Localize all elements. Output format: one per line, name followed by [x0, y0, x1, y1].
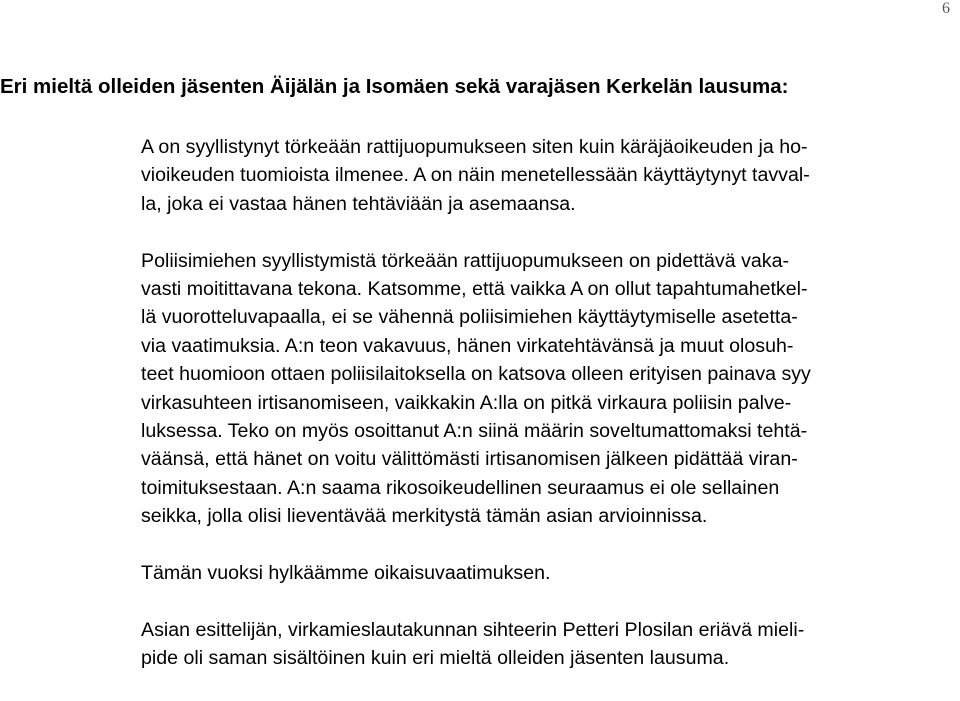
- text-line: vioikeuden tuomioista ilmenee. A on näin menetellessään käyttäytynyt tavval-: [141, 164, 810, 187]
- text-line: toimituksestaan. A:n saama rikosoikeudellinen seuraamus ei ole sellainen: [141, 476, 780, 499]
- text-line: A on syyllistynyt törkeään rattijuopumukseen siten kuin käräjäoikeuden ja ho-: [141, 136, 808, 158]
- text-line: seikka, jolla olisi lieventävää merkitystä tämän asian arvioinnissa.: [141, 505, 708, 528]
- text-line: la, joka ei vastaa hänen tehtäviään ja asemaansa.: [141, 192, 576, 215]
- text-line: Poliisimiehen syyllistymistä törkeään rattijuopumukseen on pidettävä vaka-: [141, 249, 789, 272]
- text-line: teet huomioon ottaen poliisilaitoksella on katsova olleen erityisen painava syy: [141, 363, 811, 386]
- text-line: väänsä, että hänet on voitu välittömästi irtisanomisen jälkeen pidättää viran-: [141, 448, 798, 471]
- page-number: 6: [942, 0, 950, 17]
- paragraph-1: [141, 133, 953, 218]
- text-line: vasti moitittavana tekona. Katsomme, että vaikka A on ollut tapahtumahetkel-: [141, 278, 808, 301]
- text-line: virkasuhteen irtisanomiseen, vaikkakin A:lla on pitkä virkaura poliisin palve-: [141, 391, 792, 414]
- text-line: via vaatimuksia. A:n teon vakavuus, hänen virkatehtävänsä ja muut olosuh-: [141, 334, 794, 357]
- text-line: Tämän vuoksi hylkäämme oikaisuvaatimuksen.: [141, 562, 551, 585]
- text-line: luksessa. Teko on myös osoittanut A:n siinä määrin soveltumattomaksi tehtä-: [141, 420, 808, 443]
- text-line: Asian esittelijän, virkamieslautakunnan sihteerin Petteri Plosilan eriävä mieli-: [141, 618, 805, 641]
- text-line: pide oli saman sisältöinen kuin eri mieltä olleiden jäsenten lausuma.: [141, 647, 730, 670]
- statement-body: [141, 133, 953, 701]
- statement-heading: Eri mieltä olleiden jäsenten Äijälän ja Isomäen sekä varajäsen Kerkelän lausuma:: [0, 75, 789, 98]
- paragraph-3: [141, 559, 953, 587]
- text-line: lä vuorotteluvapaalla, ei se vähennä poliisimiehen käyttäytymiselle asetetta-: [141, 306, 798, 329]
- paragraph-2: [141, 247, 953, 531]
- paragraph-4: [141, 616, 953, 673]
